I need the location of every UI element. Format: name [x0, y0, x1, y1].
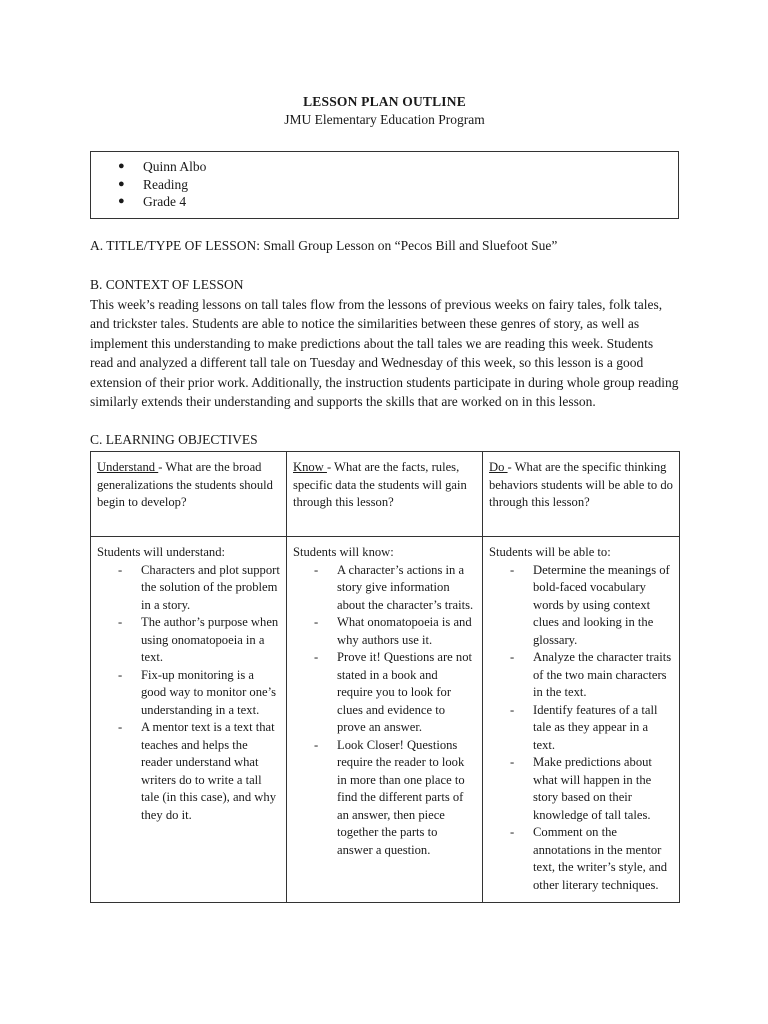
list-item-text: Analyze the character traits of the two main characters in the text. [533, 650, 672, 699]
info-item-name [91, 158, 678, 176]
know-body-cell [287, 537, 483, 903]
list-item-text: Look Closer! Questions require the reader to look in more than one place to find the different parts of an answer, then piece together the parts to answer a question. [337, 737, 465, 857]
list-item-text: Identify features of a tall tale as they appear in a text. [533, 702, 658, 752]
list-item-text: A character’s actions in a story give information about the character’s traits. [337, 562, 474, 612]
list-item [97, 667, 280, 720]
info-item-subject [91, 176, 678, 194]
lesson-title-type: A. TITLE/TYPE OF LESSON: Small Group Lesson on “Pecos Bill and Sluefoot Sue” [90, 238, 558, 253]
dash-bullet-icon: - [118, 562, 123, 577]
dash-bullet-icon: - [314, 615, 319, 629]
info-item-label: Grade 4 [143, 194, 187, 209]
list-item-text: Prove it! Questions are not stated in a book and require you to look for clues and evidence to prove an answer. [337, 650, 473, 734]
document-title: LESSON PLAN OUTLINE [303, 94, 466, 109]
document-subtitle: JMU Elementary Education Program [284, 112, 485, 127]
list-item-text: The author’s purpose when using onomatopoeia in a text. [141, 615, 279, 664]
learning-objectives-table [90, 451, 680, 903]
list-item [489, 702, 673, 755]
bullet-icon: ● [118, 160, 125, 172]
bullet-icon: ● [118, 177, 125, 190]
info-item-label: Reading [143, 176, 188, 192]
know-question: - What are the facts, rules, specific data the students will gain through this lesson? [293, 460, 467, 509]
list-item-text: Make predictions about what will happen in the story based on their knowledge of tall tales. [533, 755, 652, 822]
dash-bullet-icon: - [510, 702, 515, 717]
bullet-icon: ● [118, 195, 125, 207]
list-item [293, 562, 476, 615]
list-item [489, 754, 673, 824]
know-header-cell [287, 452, 483, 537]
teacher-info-box [90, 151, 679, 219]
list-item-text: Fix-up monitoring is a good way to monitor one’s understanding in a text. [141, 667, 277, 717]
do-list [489, 562, 673, 895]
objectives-heading: C. LEARNING OBJECTIVES [90, 432, 258, 447]
understand-body-cell [91, 537, 287, 903]
do-label: Do [489, 460, 508, 474]
understand-list [97, 562, 280, 825]
list-item [293, 649, 476, 737]
dash-bullet-icon: - [510, 755, 515, 769]
know-list [293, 562, 476, 860]
list-item [97, 614, 280, 667]
objectives-header-row [91, 452, 680, 537]
dash-bullet-icon: - [510, 562, 515, 577]
understand-label: Understand [97, 460, 159, 474]
context-paragraph: This week’s reading lessons on tall tales flow from the lessons of previous weeks on fairy tales, folk tales, and trickster tales. Students are able to notice the similarities between these genres of story, as well as implement this understanding to make predictions about the tall tales we are reading this week. Students read and analyzed a different tall tale on Tuesday and Wednesday of this week, so this lesson is a good extension of their prior work. Additionally, the instruction students participate in during whole group reading similarly extends their understanding and supports the skills that are worked on in this lesson. [90, 297, 679, 410]
list-item-text: Comment on the annotations in the mentor text, the writer’s style, and other literary techniques. [533, 825, 668, 892]
dash-bullet-icon: - [118, 667, 123, 682]
do-body-cell [483, 537, 680, 903]
dash-bullet-icon: - [314, 650, 319, 664]
list-item-text: What onomatopoeia is and why authors use it. [337, 615, 472, 647]
dash-bullet-icon: - [510, 825, 515, 839]
understand-header-cell [91, 452, 287, 537]
list-item [293, 737, 476, 860]
context-heading: B. CONTEXT OF LESSON [90, 277, 244, 292]
teacher-info-list [91, 152, 678, 211]
list-item [489, 824, 673, 894]
dash-bullet-icon: - [118, 720, 123, 734]
list-item [293, 614, 476, 649]
know-lead: Students will know: [293, 545, 394, 559]
info-item-label: Quinn Albo [143, 159, 207, 174]
list-item-text: A mentor text is a text that teaches and helps the reader understand what writers do to write a tall tale (in this case), and why they do it. [141, 720, 276, 822]
list-item [97, 719, 280, 824]
understand-lead: Students will understand: [97, 545, 226, 559]
do-header-cell [483, 452, 680, 537]
dash-bullet-icon: - [510, 650, 515, 664]
dash-bullet-icon: - [314, 562, 319, 577]
list-item-text: Characters and plot support the solution of the problem in a story. [141, 562, 280, 612]
understand-question: - What are the broad generalizations the students should begin to develop? [97, 460, 273, 509]
list-item-text: Determine the meanings of bold-faced vocabulary words by using context clues and looking in the glossary. [533, 562, 670, 647]
list-item [489, 649, 673, 702]
objectives-body-row [91, 537, 680, 903]
list-item [97, 562, 280, 615]
list-item [489, 562, 673, 650]
dash-bullet-icon: - [118, 615, 123, 629]
do-question: - What are the specific thinking behaviors students will be able to do through this lesson? [489, 460, 673, 509]
info-item-grade [91, 193, 678, 211]
dash-bullet-icon: - [314, 737, 319, 752]
know-label: Know [293, 460, 327, 474]
do-lead: Students will be able to: [489, 545, 611, 559]
